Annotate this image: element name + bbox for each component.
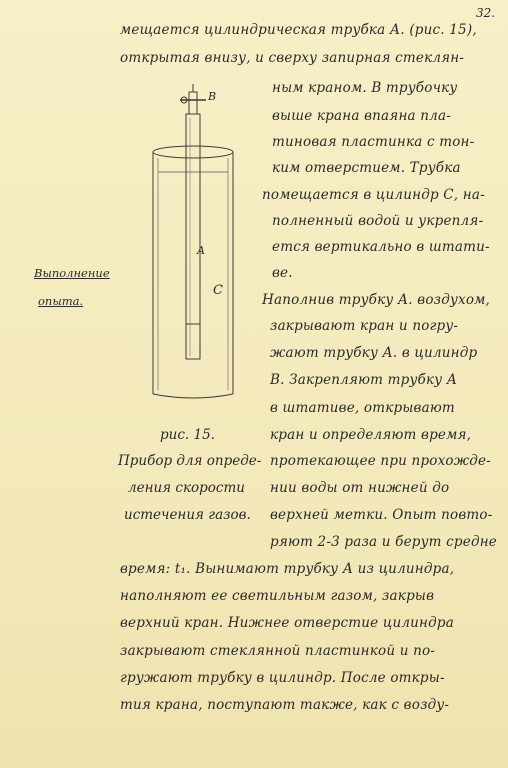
text-line: Наполнив трубку А. воздухом, xyxy=(262,292,491,308)
text-line: гружают трубку в цилиндр. После откры- xyxy=(120,670,445,686)
text-line: протекающее при прохожде- xyxy=(270,453,492,469)
text-line: открытая внизу, и сверху запирная стеклян- xyxy=(120,50,465,66)
text-line: тия крана, поступают также, как с возду- xyxy=(120,697,450,713)
figure-caption-line: Прибор для опреде- xyxy=(118,453,262,469)
margin-note-line: Выполнение xyxy=(34,266,110,280)
cylinder-rim xyxy=(153,146,233,158)
stopcock-stem xyxy=(189,92,197,114)
text-line: верхней метки. Опыт повто- xyxy=(270,507,493,523)
text-line: ным краном. В трубочку xyxy=(272,80,458,96)
label-c: C xyxy=(213,283,223,298)
text-line: нии воды от нижней до xyxy=(270,480,450,496)
label-b: B xyxy=(208,90,217,103)
text-line: наполняют ее светильным газом, закрыв xyxy=(120,588,435,604)
text-line: ется вертикально в штати- xyxy=(272,239,490,255)
text-line: закрывают кран и погру- xyxy=(270,318,459,334)
margin-note-line: опыта. xyxy=(38,294,84,308)
text-line: В. Закрепляют трубку А xyxy=(270,372,458,388)
text-line: ве. xyxy=(272,265,293,281)
text-line: кран и определяют время, xyxy=(270,427,472,443)
figure-caption-line: ления скорости xyxy=(128,480,245,496)
text-line: выше крана впаяна пла- xyxy=(272,108,451,124)
text-line: тиновая пластинка с тон- xyxy=(272,134,475,150)
text-line: в штативе, открывают xyxy=(270,400,455,416)
text-line: жают трубку А. в цилиндр xyxy=(270,345,478,361)
text-line: закрывают стеклянной пластинкой и по- xyxy=(120,643,436,659)
tube-a xyxy=(186,114,200,359)
text-line: помещается в цилиндр С, на- xyxy=(262,187,485,203)
text-line: верхний кран. Нижнее отверстие цилиндра xyxy=(120,615,454,631)
text-line: полненный водой и укрепля- xyxy=(272,213,484,229)
text-line: ким отверстием. Трубка xyxy=(272,160,461,176)
page-number: 32. xyxy=(476,6,496,20)
figure-caption-line: истечения газов. xyxy=(124,507,251,523)
text-line: мещается цилиндрическая трубка А. (рис. 15), xyxy=(120,22,477,38)
label-a: A xyxy=(197,244,205,257)
text-line: время: t₁. Вынимают трубку А из цилиндра, xyxy=(120,561,455,577)
apparatus-figure xyxy=(140,84,250,414)
text-line: ряют 2-3 раза и берут средне xyxy=(270,534,497,550)
cylinder-bottom xyxy=(153,394,233,398)
figure-number: рис. 15. xyxy=(160,427,215,443)
